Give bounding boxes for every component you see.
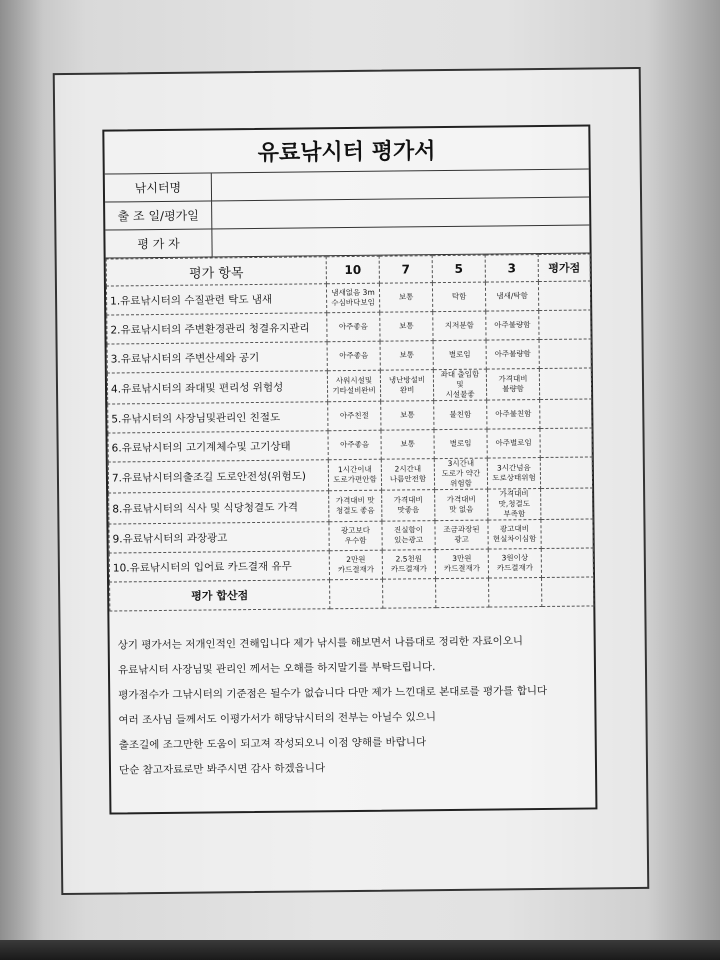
eval-item: 9.유료낚시터의 과장광고 bbox=[109, 522, 329, 553]
option-7: 보통 bbox=[380, 341, 433, 371]
score-cell[interactable] bbox=[540, 457, 592, 489]
option-3: 아주불친함 bbox=[487, 400, 540, 430]
option-5: 불친함 bbox=[434, 400, 487, 430]
info-label: 평 가 자 bbox=[105, 229, 212, 257]
eval-item: 7.유료낚시터의출조길 도로안전성(위험도) bbox=[108, 460, 328, 493]
option-5: 별로임 bbox=[433, 340, 486, 370]
eval-item: 6.유료낚시터의 고기계체수및 고기상태 bbox=[108, 431, 328, 462]
eval-item: 2.유료낚시터의 주변환경관리 청결유지관리 bbox=[107, 313, 327, 344]
option-10: 가격대비 맛 청결도 좋음 bbox=[329, 490, 382, 522]
option-10: 아주좋음 bbox=[327, 341, 380, 371]
total-score-cell bbox=[542, 577, 594, 607]
total-cell bbox=[330, 579, 383, 609]
option-10: 아주좋음 bbox=[327, 312, 380, 342]
info-value bbox=[212, 225, 589, 256]
option-5: 3만원 카드결재가 bbox=[435, 549, 488, 579]
header-score-5: 5 bbox=[432, 255, 485, 283]
note-line: 평가점수가 그낚시터의 기준점은 될수가 없습니다 다만 제가 느낀대로 본대로를 평가를 합니다 bbox=[118, 684, 548, 702]
option-7: 2.5천원 카드결재가 bbox=[382, 550, 435, 580]
score-cell[interactable] bbox=[540, 428, 592, 458]
total-cell bbox=[436, 578, 489, 608]
evaluation-table bbox=[106, 253, 595, 611]
option-5: 별로임 bbox=[434, 429, 487, 459]
option-7: 보통 bbox=[381, 401, 434, 431]
document-page bbox=[53, 67, 650, 895]
score-cell[interactable] bbox=[541, 548, 593, 578]
option-7: 보통 bbox=[380, 312, 433, 342]
option-5: 탁함 bbox=[432, 282, 485, 312]
eval-item: 10.유료낚시터의 입어료 카드결재 유무 bbox=[109, 551, 329, 582]
option-3: 가격대비 맛,청결도 부족함 bbox=[488, 489, 541, 521]
option-10: 아주좋음 bbox=[328, 430, 381, 460]
option-3: 광고대비 현실차이심함 bbox=[488, 520, 541, 550]
option-7: 2시간내 나름안전함 bbox=[381, 459, 434, 491]
score-cell[interactable] bbox=[538, 281, 590, 311]
option-3: 냄새/탁함 bbox=[485, 282, 538, 312]
option-3: 가격대비 불량함 bbox=[486, 369, 539, 401]
score-cell[interactable] bbox=[541, 488, 593, 520]
option-10: 사워시설및 기타설비완비 bbox=[327, 370, 380, 402]
option-10: 냄새없음 3m 수심바닥보임 bbox=[326, 283, 379, 313]
info-value bbox=[212, 169, 589, 200]
option-7: 진실함이 있는광고 bbox=[382, 521, 435, 551]
note-line: 유료낚시터 사장님및 관리인 께서는 오해를 하지말기를 부탁드립니다. bbox=[117, 661, 436, 677]
header-score-10: 10 bbox=[326, 256, 379, 284]
total-label: 평가 합산점 bbox=[110, 580, 330, 611]
total-cell bbox=[489, 578, 542, 608]
info-label: 낚시터명 bbox=[105, 173, 212, 201]
option-10: 1시간이내 도로가편안함 bbox=[328, 459, 381, 491]
notes-section bbox=[109, 606, 595, 783]
option-10: 아주친절 bbox=[328, 401, 381, 431]
total-row bbox=[110, 577, 594, 611]
header-score-7: 7 bbox=[379, 256, 432, 284]
option-5: 조금과장된 광고 bbox=[435, 520, 488, 550]
score-cell[interactable] bbox=[540, 399, 592, 429]
table-row bbox=[109, 488, 593, 524]
option-7: 가격대비 맛좋음 bbox=[382, 490, 435, 522]
form-title: 유료낚시터 평가서 bbox=[104, 126, 588, 174]
eval-item: 8.유료낚시터의 식사 및 식당청결도 가격 bbox=[109, 491, 329, 524]
eval-item: 5.유낚시터의 사장님및관리인 친절도 bbox=[108, 402, 328, 433]
option-5: 3시간내 도로가 약간 위험함 bbox=[434, 458, 487, 490]
option-3: 3원이상 카드결재가 bbox=[488, 549, 541, 579]
note-line: 출조길에 조그만한 도움이 되고져 작성되오니 이점 양해를 바랍니다 bbox=[118, 736, 427, 752]
score-cell[interactable] bbox=[539, 339, 591, 369]
total-cell bbox=[383, 579, 436, 609]
option-3: 아주별로임 bbox=[487, 429, 540, 459]
note-line: 상기 평가서는 저개인적인 견해입니다 제가 낚시를 해보면서 나름대로 정리한 자료이오니 bbox=[117, 635, 524, 652]
score-cell[interactable] bbox=[541, 519, 593, 549]
option-10: 2만원 카드결재가 bbox=[329, 550, 382, 580]
note-line: 단순 참고자료로만 봐주시면 감사 하겠읍니다 bbox=[118, 762, 326, 777]
info-label: 출 조 일/평가일 bbox=[105, 201, 212, 229]
option-5: 지저분함 bbox=[433, 311, 486, 341]
option-3: 3시간넘음 도로상태위험 bbox=[487, 458, 540, 490]
score-cell[interactable] bbox=[539, 368, 591, 400]
option-7: 냉난방설비 완비 bbox=[380, 370, 433, 402]
eval-item: 4.유료낚시터의 좌대및 편리성 위험성 bbox=[107, 371, 327, 404]
option-7: 보통 bbox=[379, 283, 432, 313]
eval-item: 3.유료낚시터의 주변산세와 공기 bbox=[107, 342, 327, 373]
table-row bbox=[108, 457, 592, 493]
option-5: 좌대 출입함 및 시설불좋 bbox=[433, 369, 486, 401]
option-10: 광고보다 우수함 bbox=[329, 521, 382, 551]
header-evaluation-score: 평가점 bbox=[538, 254, 590, 282]
header-score-3: 3 bbox=[485, 255, 538, 283]
option-7: 보통 bbox=[381, 430, 434, 460]
option-3: 아주불량함 bbox=[486, 340, 539, 370]
evaluation-form bbox=[102, 124, 597, 814]
note-line: 여러 조사님 들께서도 이평가서가 해당낚시터의 전부는 아닐수 있으니 bbox=[118, 711, 437, 727]
score-cell[interactable] bbox=[539, 310, 591, 340]
option-3: 아주불량함 bbox=[486, 311, 539, 341]
info-value bbox=[212, 197, 589, 228]
option-5: 가격대비 맛 없음 bbox=[435, 489, 488, 521]
header-item: 평가 항목 bbox=[106, 257, 326, 286]
monitor-bezel bbox=[0, 940, 720, 960]
table-row bbox=[107, 368, 591, 404]
eval-item: 1.유료낚시터의 수질관련 탁도 냄새 bbox=[106, 284, 326, 315]
